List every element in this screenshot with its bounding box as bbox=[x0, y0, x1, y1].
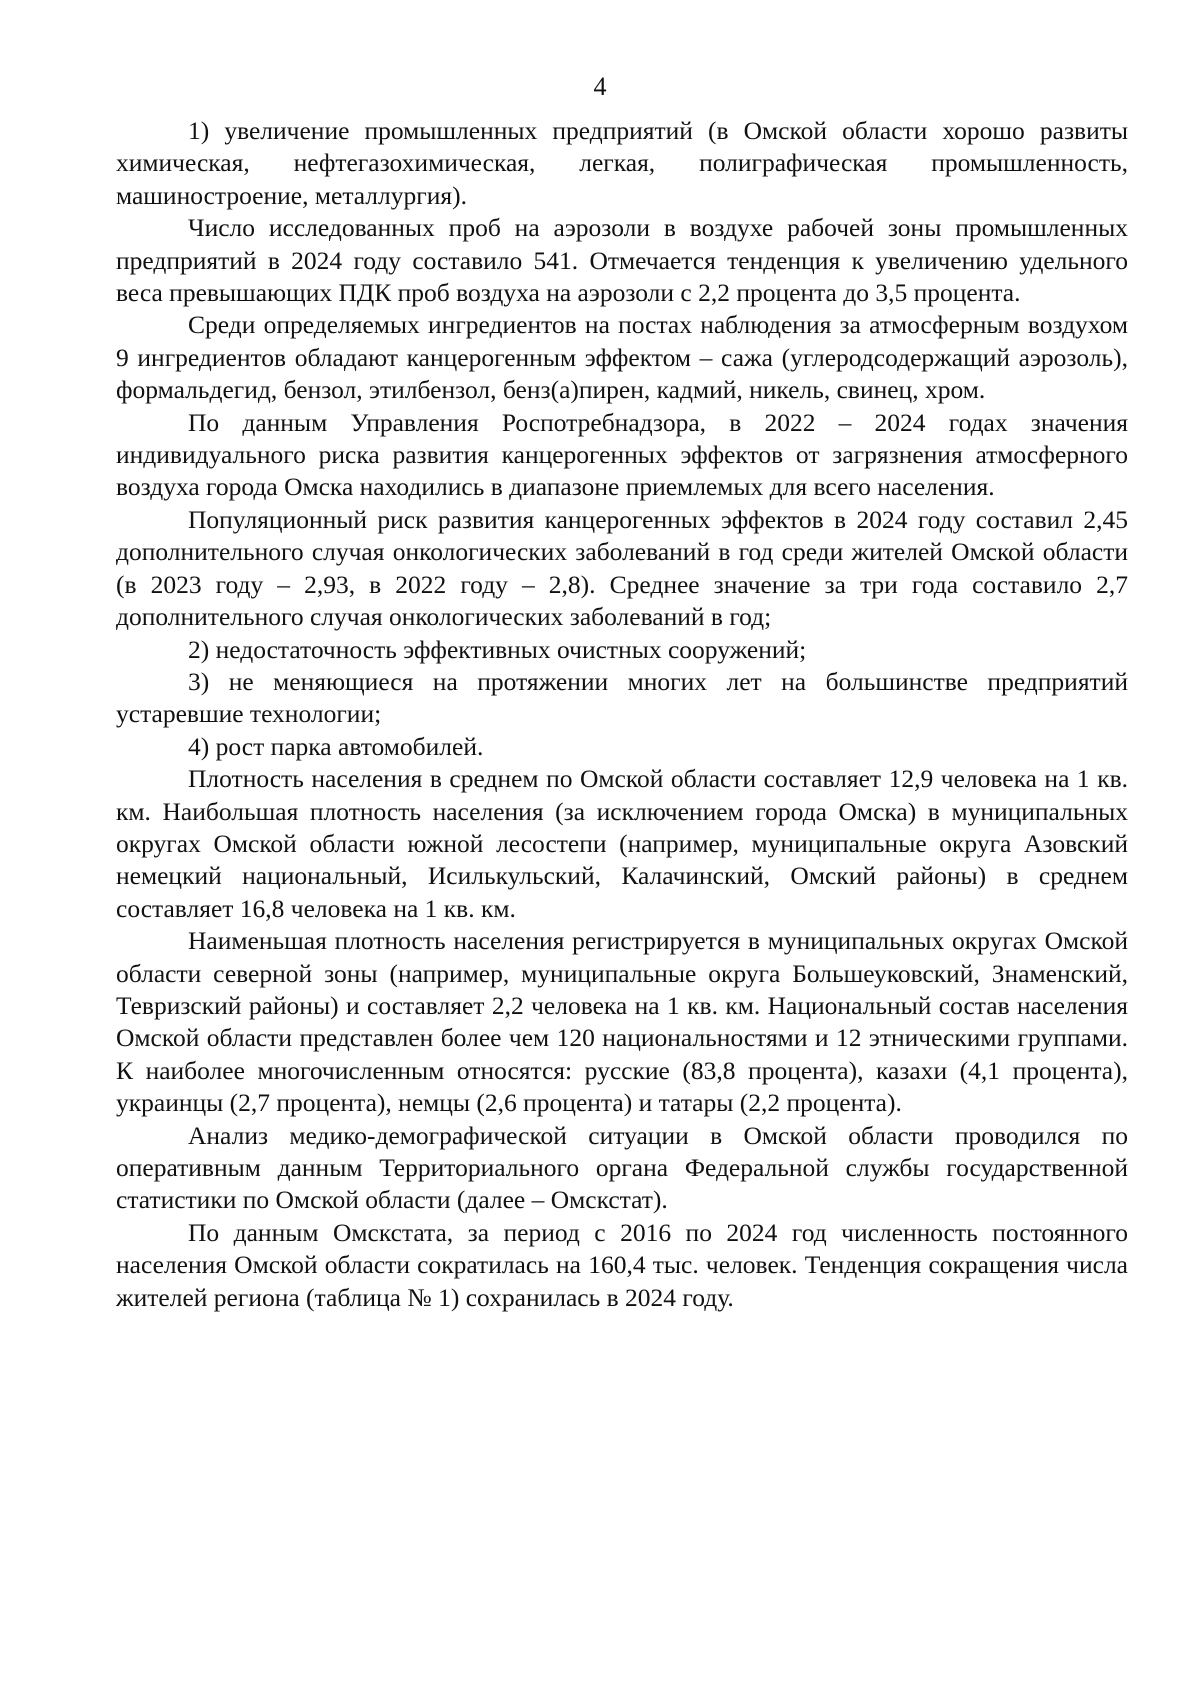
paragraph-10: Наименьшая плотность населения регистрируется в муниципальных округах Омской области северной зоны (например, муниципальные округа Большеуковский, Знаменский, Тевризский районы) и составляет 2,2 человека на 1 кв. км. Национальный состав населения Омской области представлен более чем 120 национальностями и 12 этническими группами. К наиболее многочисленным относятся: русские (83,8 процента), казахи (4,1 процента), украинцы (2,7 процента), немцы (2,6 процента) и татары (2,2 процента). bbox=[116, 926, 1128, 1118]
paragraph-9: Плотность населения в среднем по Омской области составляет 12,9 человека на 1 кв. км. Наибольшая плотность населения (за исключением города Омска) в муниципальных округах Омской области южной лесостепи (например, муниципальные округа Азовский немецкий национальный, Исилькульский, Калачинский, Омский районы) в среднем составляет 16,8 человека на 1 кв. км. bbox=[116, 764, 1128, 923]
paragraph-4: По данным Управления Роспотребнадзора, в 2022 – 2024 годах значения индивидуального риска развития канцерогенных эффектов от загрязнения атмосферного воздуха города Омска находились в диапазоне приемлемых для всего населения. bbox=[116, 407, 1128, 502]
paragraph-6: 2) недостаточность эффективных очистных сооружений; bbox=[188, 634, 807, 664]
paragraph-5: Популяционный риск развития канцерогенных эффектов в 2024 году составил 2,45 дополнительного случая онкологических заболеваний в год среди жителей Омской области (в 2023 году – 2,93, в 2022 году – 2,8). Среднее значение за три года составило 2,7 дополнительного случая онкологических заболеваний в год; bbox=[116, 504, 1128, 632]
paragraph-12: По данным Омскстата, за период с 2016 по 2024 год численность постоянного населения Омской области сократилась на 160,4 тыс. человек. Тенденция сокращения числа жителей региона (таблица № 1) сохранилась в 2024 году. bbox=[116, 1217, 1128, 1312]
paragraph-11: Анализ медико-демографической ситуации в Омской области проводился по оперативным данным Территориального органа Федеральной службы государственной статистики по Омской области (далее – Омскстат). bbox=[116, 1120, 1128, 1215]
paragraph-3: Среди определяемых ингредиентов на постах наблюдения за атмосферным воздухом 9 ингредиентов обладают канцерогенным эффектом – сажа (углеродсодержащий аэрозоль), формальдегид, бензол, этилбензол, бенз(а)пирен, кадмий, никель, свинец, хром. bbox=[116, 310, 1128, 405]
paragraph-1: 1) увеличение промышленных предприятий (в Омской области хорошо развиты химическая, нефтегазохимическая, легкая, полиграфическая промышленность, машиностроение, металлургия). bbox=[116, 116, 1128, 210]
paragraph-7: 3) не меняющиеся на протяжении многих лет на большинстве предприятий устаревшие технологии; bbox=[116, 666, 1128, 729]
paragraph-8: 4) рост парка автомобилей. bbox=[188, 731, 484, 761]
paragraph-2: Число исследованных проб на аэрозоли в воздухе рабочей зоны промышленных предприятий в 2024 году составило 541. Отмечается тенденция к увеличению удельного веса превышающих ПДК проб воздуха на аэрозоли с 2,2 процента до 3,5 процента. bbox=[116, 213, 1128, 308]
document-body bbox=[116, 115, 1128, 1314]
page-number: 4 bbox=[593, 72, 607, 101]
